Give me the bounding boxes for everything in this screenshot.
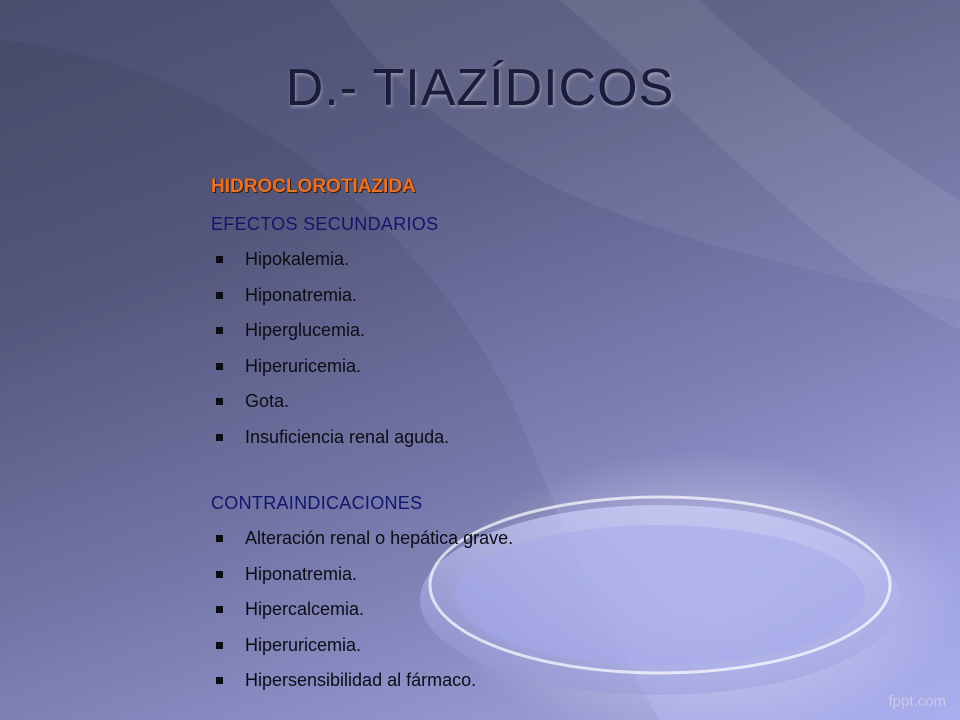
list-item	[211, 420, 811, 456]
side-effects-heading: EFECTOS SECUNDARIOS	[211, 214, 439, 234]
list-item-text: Hiponatremia.	[245, 284, 358, 305]
list-item-text: Hipokalemia.	[245, 249, 350, 270]
square-bullet-icon	[216, 535, 223, 542]
list-item	[211, 592, 811, 628]
square-bullet-icon	[216, 606, 223, 613]
square-bullet-icon	[216, 642, 223, 649]
square-bullet-icon	[216, 434, 223, 441]
square-bullet-icon	[216, 677, 223, 684]
contraindications-list	[211, 521, 811, 699]
watermark: fppt.com	[888, 693, 946, 710]
list-item-text: Hipersensibilidad al fármaco.	[245, 670, 477, 691]
list-item	[211, 349, 811, 385]
list-item	[211, 313, 811, 349]
list-item	[211, 384, 811, 420]
list-item-text: Hiperuricemia.	[245, 634, 362, 655]
list-item	[211, 521, 811, 557]
square-bullet-icon	[216, 363, 223, 370]
list-item-text: Insuficiencia renal aguda.	[245, 426, 450, 447]
contraindications-heading: CONTRAINDICACIONES	[211, 493, 423, 513]
list-item	[211, 242, 811, 278]
list-item	[211, 663, 811, 699]
list-item-text: Hiperuricemia.	[245, 355, 362, 376]
list-item-text: Gota.	[245, 391, 290, 412]
list-item	[211, 628, 811, 664]
square-bullet-icon	[216, 256, 223, 263]
list-item	[211, 278, 811, 314]
square-bullet-icon	[216, 398, 223, 405]
list-item	[211, 557, 811, 593]
list-item-text: Hipercalcemia.	[245, 599, 365, 620]
side-effects-list	[211, 242, 811, 455]
square-bullet-icon	[216, 571, 223, 578]
square-bullet-icon	[216, 327, 223, 334]
drug-name: HIDROCLOROTIAZIDA	[211, 176, 416, 197]
list-item-text: Hiponatremia.	[245, 563, 358, 584]
slide-title: D.- TIAZÍDICOS	[285, 59, 675, 117]
square-bullet-icon	[216, 292, 223, 299]
list-item-text: Hiperglucemia.	[245, 320, 366, 341]
list-item-text: Alteración renal o hepática grave.	[245, 528, 514, 549]
section-spacer	[211, 455, 811, 485]
slide-content	[211, 172, 811, 699]
